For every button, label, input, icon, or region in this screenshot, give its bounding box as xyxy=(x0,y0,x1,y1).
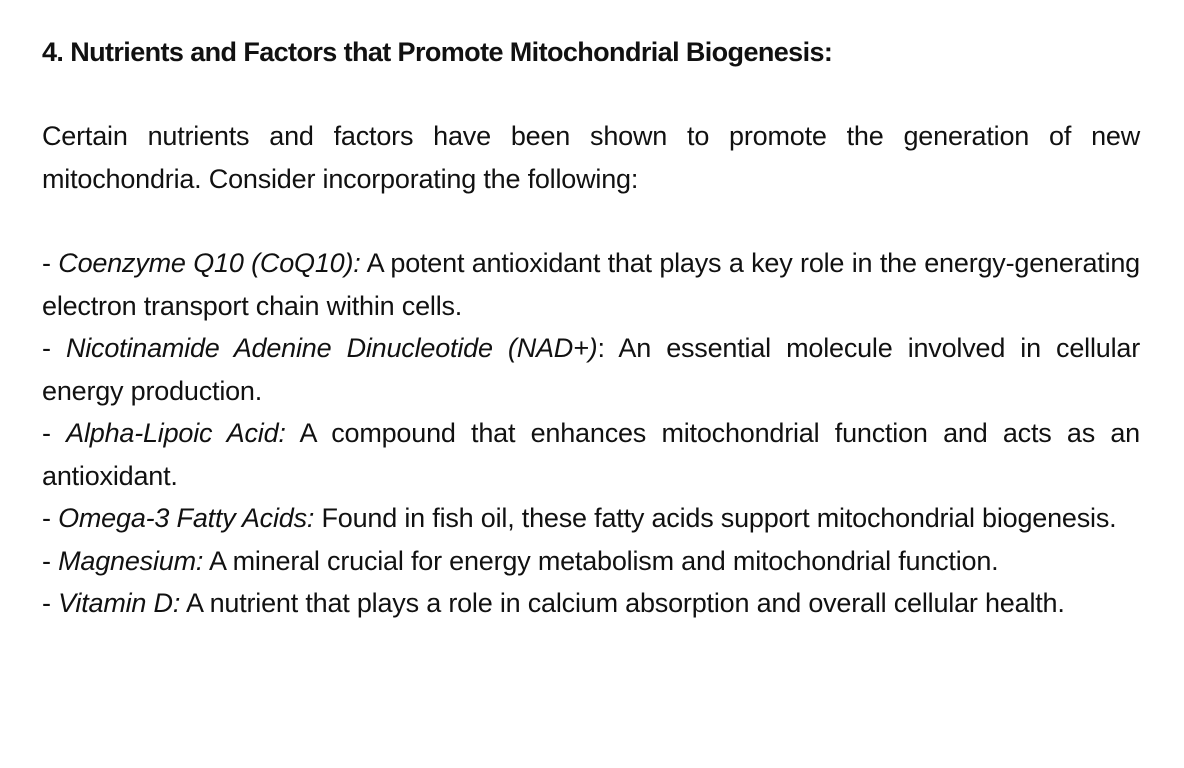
nutrient-description: A compound that enhances mitochondrial function and acts as an antioxidant. xyxy=(42,418,1141,491)
nutrient-description: A nutrient that plays a role in calcium absorption and overall cellular health. xyxy=(180,588,1065,618)
nutrient-term: Alpha-Lipoic Acid: xyxy=(66,418,286,448)
list-item-nad xyxy=(42,327,1140,412)
nutrient-term: Coenzyme Q10 (CoQ10): xyxy=(58,248,361,278)
list-dash: - xyxy=(42,588,59,618)
list-dash: - xyxy=(42,503,59,533)
nutrient-description: A mineral crucial for energy metabolism and mitochondrial function. xyxy=(203,545,999,576)
list-item-omega-3 xyxy=(42,497,1140,540)
nutrient-list xyxy=(42,242,1140,625)
list-item-vitamin-d xyxy=(42,582,1140,625)
nutrient-term: Magnesium: xyxy=(58,545,204,576)
list-item-coq10 xyxy=(42,242,1140,327)
nutrient-term: Vitamin D: xyxy=(58,588,181,618)
list-dash: - xyxy=(42,333,66,363)
intro-paragraph: Certain nutrients and factors have been shown to promote the generation of new mitochondria. Consider incorporating the following: xyxy=(42,121,1140,194)
document-page xyxy=(42,32,1140,625)
nutrient-description: : An essential molecule involved in cellular energy production. xyxy=(42,333,1140,406)
list-item-magnesium xyxy=(42,540,1140,583)
nutrient-term: Nicotinamide Adenine Dinucleotide (NAD+) xyxy=(65,333,598,363)
nutrient-description: A potent antioxidant that plays a key role in the energy-generating electron transport chain within cells. xyxy=(42,248,1140,321)
list-dash: - xyxy=(42,545,59,576)
list-dash: - xyxy=(42,418,67,448)
section-heading: 4. Nutrients and Factors that Promote Mitochondrial Biogenesis: xyxy=(42,37,833,67)
nutrient-term: Omega-3 Fatty Acids: xyxy=(58,503,315,533)
list-item-alpha-lipoic-acid xyxy=(42,412,1140,497)
list-dash: - xyxy=(42,248,59,278)
nutrient-description: Found in fish oil, these fatty acids support mitochondrial biogenesis. xyxy=(314,503,1117,533)
